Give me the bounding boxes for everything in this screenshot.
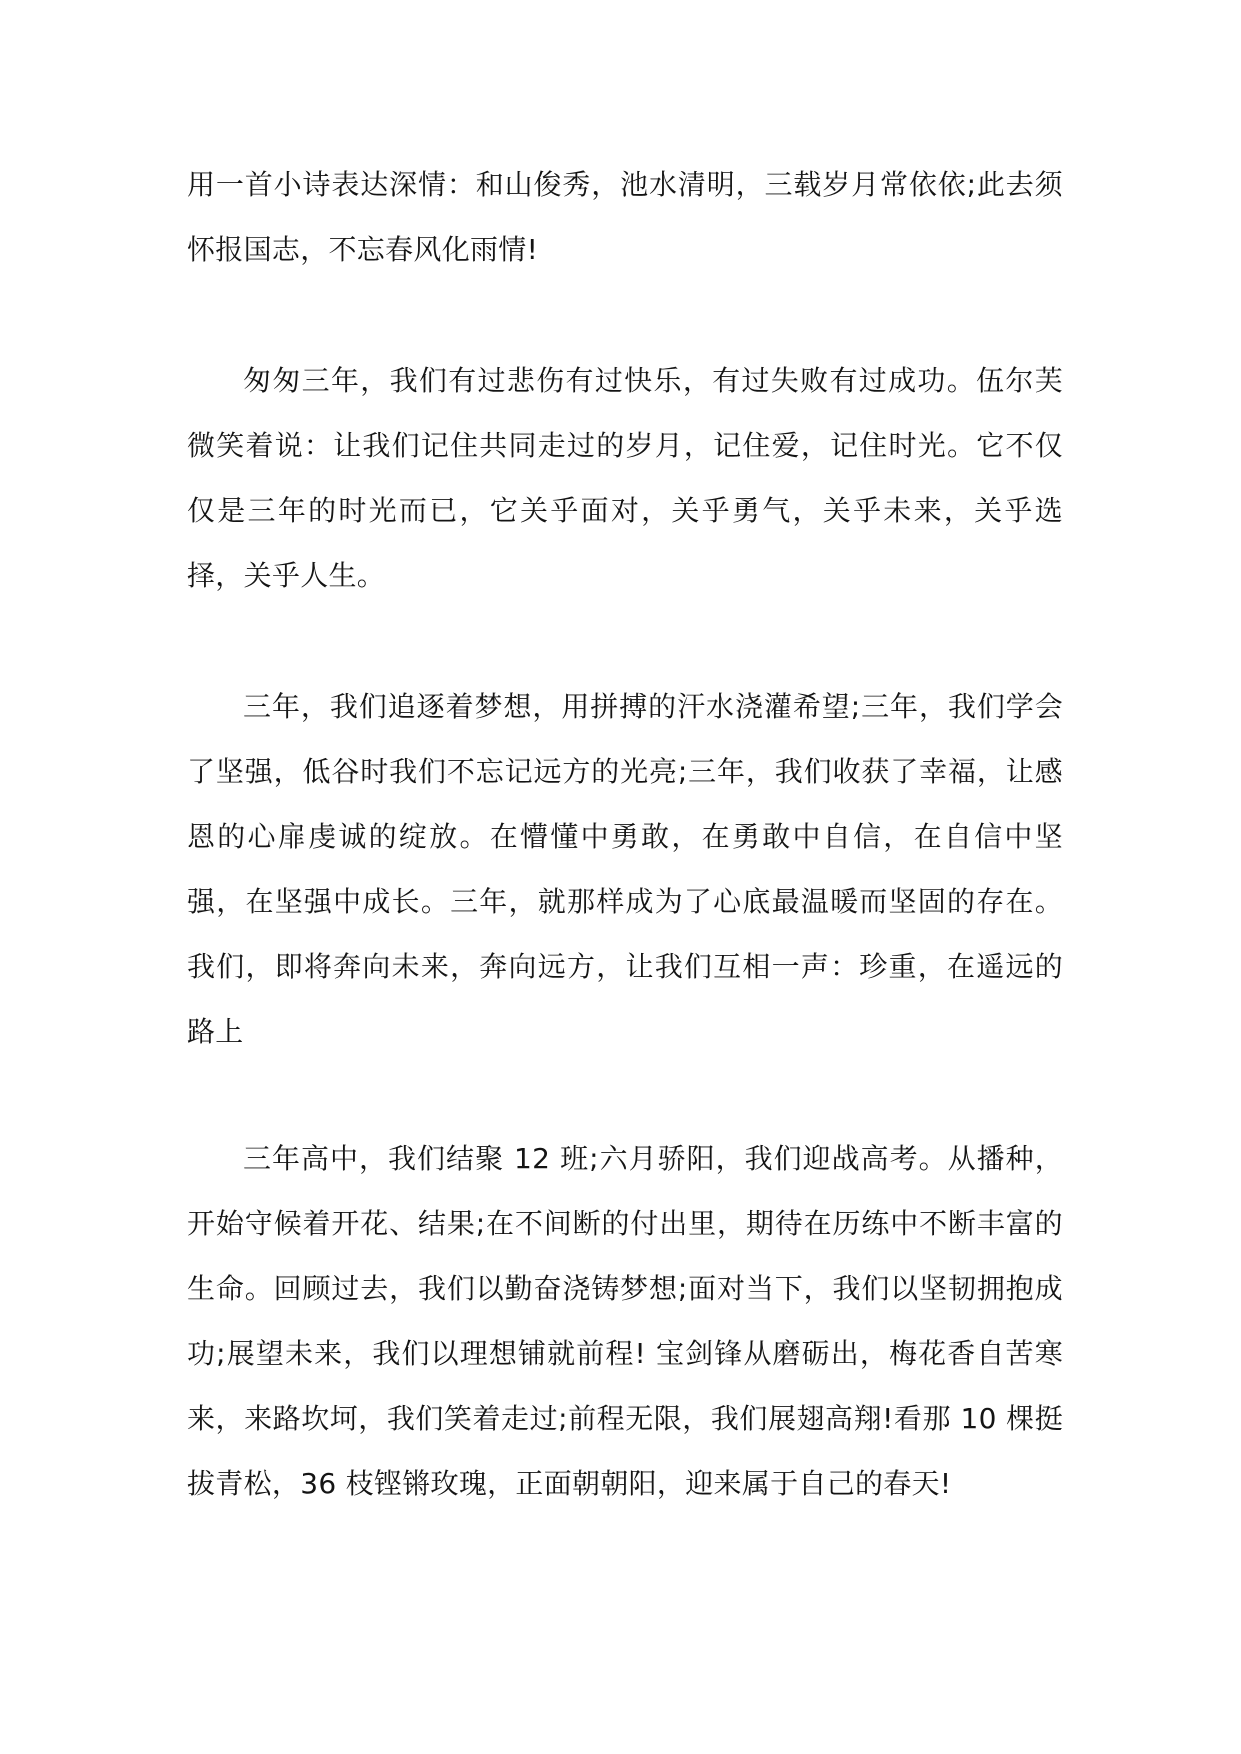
paragraph-poem: 用一首小诗表达深情：和山俊秀，池水清明，三载岁月常依依;此去须怀报国志，不忘春风化雨情! [187, 168, 1063, 266]
paragraph-three-years: 匆匆三年，我们有过悲伤有过快乐，有过失败有过成功。伍尔芙微笑着说：让我们记住共同走过的岁月，记住爱，记住时光。它不仅仅是三年的时光而已，它关乎面对，关乎勇气，关乎未来，关乎选择，关乎人生。 [187, 364, 1063, 592]
paragraph-class-12: 三年高中，我们结聚 12 班;六月骄阳，我们迎战高考。从播种，开始守候着开花、结果;在不间断的付出里，期待在历练中不断丰富的生命。回顾过去，我们以勤奋浇铸梦想;面对当下，我们以坚韧拥抱成功;展望未来，我们以理想铺就前程! 宝剑锋从磨砺出，梅花香自苦寒来，来路坎坷，我们笑着走过;前程无限，我们展翅高翔!看那 10 棵挺拔青松，36 枝铿锵玫瑰，正面朝朝阳，迎来属于自己的春天! [187, 1142, 1063, 1500]
paragraph-dreams: 三年，我们追逐着梦想，用拼搏的汗水浇灌希望;三年，我们学会了坚强，低谷时我们不忘记远方的光亮;三年，我们收获了幸福，让感恩的心扉虔诚的绽放。在懵懂中勇敢，在勇敢中自信，在自信中坚强，在坚强中成长。三年，就那样成为了心底最温暖而坚固的存在。我们，即将奔向未来，奔向远方，让我们互相一声：珍重，在遥远的路上 [187, 690, 1063, 1048]
